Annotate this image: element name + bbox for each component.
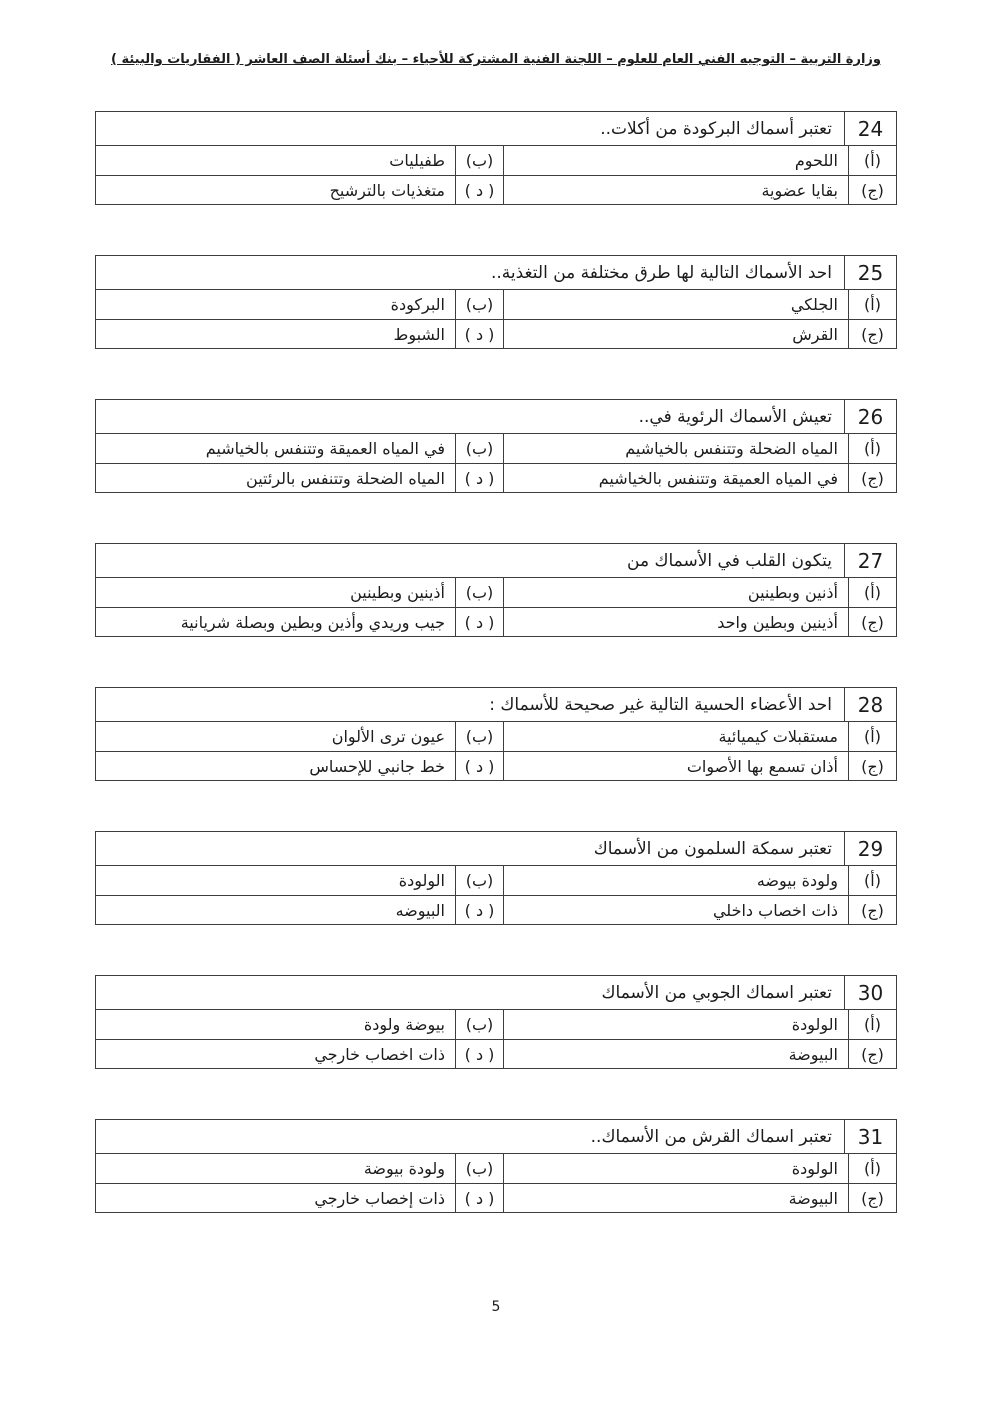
- option-b-text: بيوضة ولودة: [363, 1015, 445, 1034]
- option-a-text: ولودة بيوضه: [503, 866, 848, 895]
- question-number: 27: [844, 544, 896, 577]
- question-number: 28: [844, 688, 896, 721]
- option-b-label: (ب): [455, 866, 503, 895]
- option-b-label: (ب): [455, 578, 503, 607]
- document-header: وزارة التربية – التوجيه الفني العام للعلوم – اللجنة الفنية المشتركة للأحياء – بنك أسئلة الصف العاشر ( الفقاريات والبيئة ): [110, 52, 881, 67]
- options-row-cd: [96, 1183, 896, 1212]
- option-a-label: (أ): [848, 578, 896, 607]
- question-header: [96, 688, 896, 722]
- option-b-text: ولودة بيوضة: [363, 1159, 445, 1178]
- question-header: [96, 400, 896, 434]
- question-number: 31: [844, 1120, 896, 1153]
- question-text: تعتبر أسماك البركودة من أكلات..: [600, 118, 832, 139]
- option-d-label: ( د ): [455, 1184, 503, 1212]
- question-28: [95, 687, 897, 781]
- option-d-label: ( د ): [455, 1040, 503, 1068]
- option-c-label: (ج): [848, 320, 896, 348]
- option-b-label: (ب): [455, 722, 503, 751]
- option-a-label: (أ): [848, 290, 896, 319]
- question-header: [96, 1120, 896, 1154]
- option-c-text: البيوضة: [503, 1040, 848, 1068]
- option-c-label: (ج): [848, 896, 896, 924]
- option-d-label: ( د ): [455, 320, 503, 348]
- option-d-label: ( د ): [455, 896, 503, 924]
- question-number: 24: [844, 112, 896, 145]
- option-c-label: (ج): [848, 1184, 896, 1212]
- page-number: 5: [491, 1299, 501, 1315]
- options-row-ab: [96, 146, 896, 175]
- question-25: [95, 255, 897, 349]
- question-26: [95, 399, 897, 493]
- option-c-text: القرش: [503, 320, 848, 348]
- question-header: [96, 112, 896, 146]
- question-text: تعيش الأسماك الرئوية في..: [638, 406, 832, 427]
- option-a-label: (أ): [848, 1154, 896, 1183]
- options-row-ab: [96, 290, 896, 319]
- question-number: 26: [844, 400, 896, 433]
- option-d-label: ( د ): [455, 752, 503, 780]
- question-text: احد الأعضاء الحسية التالية غير صحيحة للأسماك :: [489, 694, 832, 715]
- question-number: 30: [844, 976, 896, 1009]
- question-text: تعتبر اسماك القرش من الأسماك..: [590, 1126, 832, 1147]
- option-a-text: الولودة: [503, 1010, 848, 1039]
- option-d-label: ( د ): [455, 608, 503, 636]
- question-24: [95, 111, 897, 205]
- option-c-text: في المياه العميقة وتتنفس بالخياشيم: [503, 464, 848, 492]
- options-row-ab: [96, 1154, 896, 1183]
- option-a-text: الجلكي: [503, 290, 848, 319]
- option-b-label: (ب): [455, 1010, 503, 1039]
- question-27: [95, 543, 897, 637]
- option-a-text: الولودة: [503, 1154, 848, 1183]
- options-row-cd: [96, 463, 896, 492]
- options-row-cd: [96, 751, 896, 780]
- option-d-text: ذات إخصاب خارجي: [314, 1188, 445, 1208]
- option-a-text: أذنين وبطينين: [503, 578, 848, 607]
- option-c-label: (ج): [848, 752, 896, 780]
- option-d-label: ( د ): [455, 176, 503, 204]
- question-header: [96, 976, 896, 1010]
- option-b-text: البركودة: [390, 295, 445, 314]
- option-d-label: ( د ): [455, 464, 503, 492]
- options-row-ab: [96, 578, 896, 607]
- options-row-cd: [96, 175, 896, 204]
- option-c-label: (ج): [848, 1040, 896, 1068]
- option-a-label: (أ): [848, 146, 896, 175]
- question-text: احد الأسماك التالية لها طرق مختلفة من التغذية..: [490, 262, 832, 283]
- option-b-text: أذينين وبطينين: [350, 583, 445, 602]
- options-row-cd: [96, 1039, 896, 1068]
- option-c-text: البيوضة: [503, 1184, 848, 1212]
- option-a-text: اللحوم: [503, 146, 848, 175]
- question-text: يتكون القلب في الأسماك من: [627, 550, 832, 571]
- option-d-text: متغذيات بالترشيح: [329, 180, 445, 200]
- question-30: [95, 975, 897, 1069]
- option-d-text: الشبوط: [393, 324, 445, 344]
- option-a-label: (أ): [848, 722, 896, 751]
- option-c-label: (ج): [848, 176, 896, 204]
- option-c-text: أذان تسمع بها الأصوات: [503, 752, 848, 780]
- option-d-text: جيب وريدي وأذين وبطين وبصلة شريانية: [180, 612, 445, 632]
- question-header: [96, 256, 896, 290]
- option-d-text: البيوضه: [395, 900, 445, 920]
- option-b-label: (ب): [455, 146, 503, 175]
- option-a-label: (أ): [848, 866, 896, 895]
- option-a-label: (أ): [848, 434, 896, 463]
- option-b-text: عيون ترى الألوان: [331, 727, 445, 746]
- option-b-label: (ب): [455, 1154, 503, 1183]
- options-row-cd: [96, 607, 896, 636]
- option-b-text: الولودة: [398, 871, 445, 890]
- question-text: تعتبر سمكة السلمون من الأسماك: [593, 838, 832, 859]
- option-c-label: (ج): [848, 608, 896, 636]
- option-b-text: في المياه العميقة وتتنفس بالخياشيم: [205, 439, 445, 458]
- question-header: [96, 544, 896, 578]
- question-header: [96, 832, 896, 866]
- question-number: 29: [844, 832, 896, 865]
- option-b-label: (ب): [455, 290, 503, 319]
- options-row-cd: [96, 895, 896, 924]
- options-row-ab: [96, 434, 896, 463]
- option-b-label: (ب): [455, 434, 503, 463]
- option-c-text: ذات اخصاب داخلي: [503, 896, 848, 924]
- option-a-label: (أ): [848, 1010, 896, 1039]
- question-number: 25: [844, 256, 896, 289]
- question-29: [95, 831, 897, 925]
- option-a-text: المياه الضحلة وتتنفس بالخياشيم: [503, 434, 848, 463]
- question-text: تعتبر اسماك الجوبي من الأسماك: [601, 982, 832, 1003]
- option-d-text: المياه الضحلة وتتنفس بالرئتين: [246, 468, 445, 488]
- options-row-ab: [96, 1010, 896, 1039]
- option-c-label: (ج): [848, 464, 896, 492]
- options-row-ab: [96, 866, 896, 895]
- option-d-text: خط جانبي للإحساس: [309, 756, 445, 776]
- option-c-text: أذينين وبطين واحد: [503, 608, 848, 636]
- option-a-text: مستقبلات كيميائية: [503, 722, 848, 751]
- question-31: [95, 1119, 897, 1213]
- option-c-text: بقايا عضوية: [503, 176, 848, 204]
- options-row-cd: [96, 319, 896, 348]
- options-row-ab: [96, 722, 896, 751]
- option-d-text: ذات اخصاب خارجي: [314, 1044, 445, 1064]
- option-b-text: طفيليات: [389, 151, 445, 170]
